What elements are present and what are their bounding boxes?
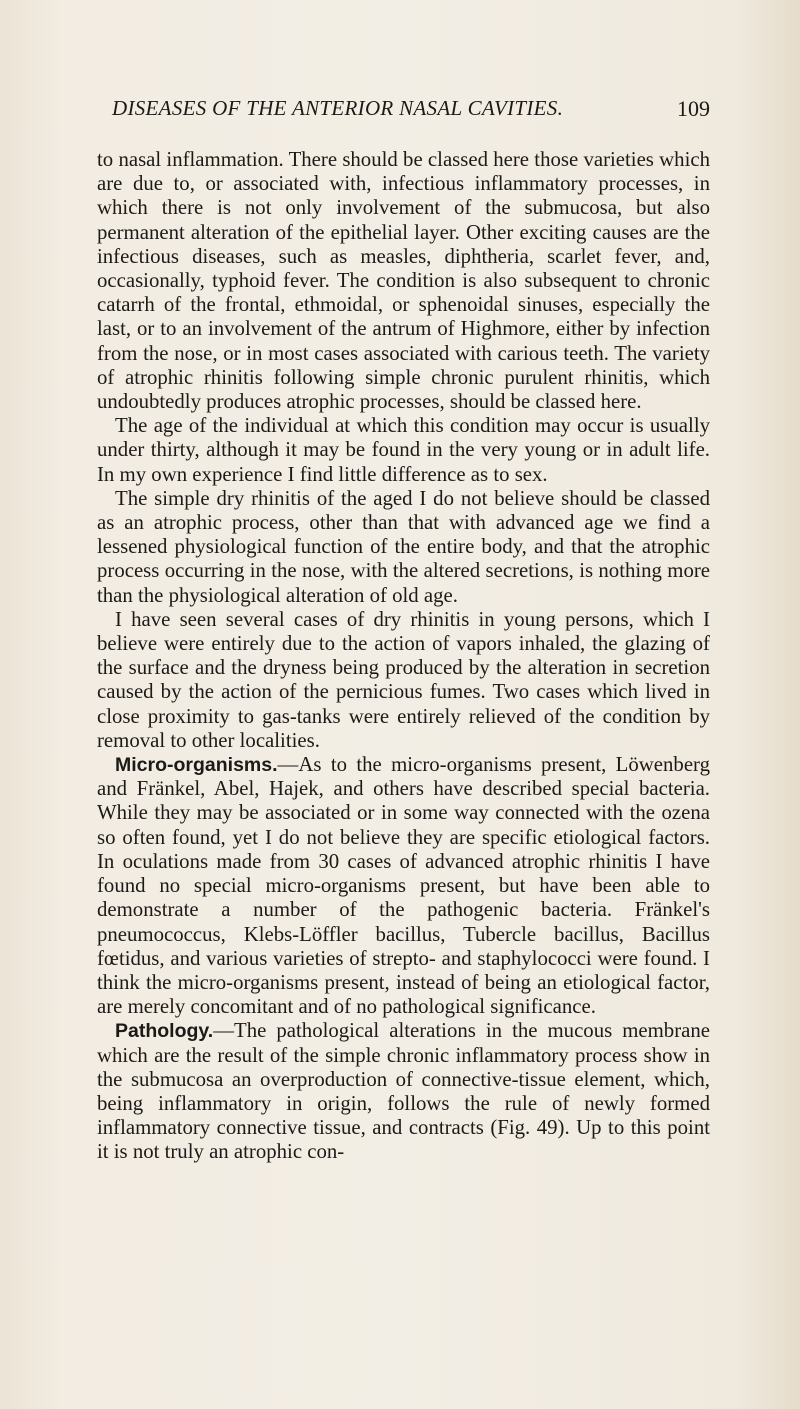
paragraph-aged: The simple dry rhinitis of the aged I do not believe should be classed as an atrophic process, other than that with advanced age we find a lessened physiological function of the entire body, and that the atrophic process occurring in the nose, with the altered secretions, is nothing more than the physiological alteration of old age. [97,486,710,607]
pathology-heading: Pathology. [115,1020,214,1043]
page-header [112,96,710,136]
micro-organisms-text: —As to the micro-organisms present, Löwenberg and Fränkel, Abel, Hajek, and others have described special bacteria. While they may be associated or in some way connected with the ozena so often found, yet I do not believe they are specific etiological factors. In oculations made from 30 cases of advanced atrophic rhinitis I have found no special micro-organisms present, but have been able to demonstrate a number of the pathogenic bacteria. Fränkel's pneumococcus, Klebs-Löffler bacillus, Tubercle bacillus, Bacillus fœtidus, and various varieties of strepto- and staphylococci were found. I think the micro-organisms present, instead of being an etiological factor, are merely concomitant and of no pathological significance. [97,753,710,1019]
micro-organisms-heading: Micro-organisms. [115,754,278,777]
paragraph-age: The age of the individual at which this condition may occur is usually under thirty, although it may be found in the very young or in adult life. In my own experience I find little difference as to sex. [97,414,710,486]
section-micro-organisms [97,753,710,1019]
paragraph-young-persons: I have seen several cases of dry rhinitis in young persons, which I believe were entirely due to the action of vapors inhaled, the glazing of the surface and the dryness being produced by the alteration in secretion caused by the action of the pernicious fumes. Two cases which lived in close proximity to gas-tanks were entirely relieved of the condition by removal to other localities. [97,607,710,752]
page-number: 109 [677,96,710,121]
body-text [97,148,710,1165]
paragraph-causes: to nasal inflammation. There should be classed here those varieties which are due to, or associated with, infectious inflammatory processes, in which there is not only involvement of the submucosa, but also permanent alteration of the epithelial layer. Other exciting causes are the infectious diseases, such as measles, diphtheria, scarlet fever, and, occasionally, typhoid fever. The condition is also subsequent to chronic catarrh of the frontal, ethmoidal, or sphenoidal sinuses, especially the last, or to an involvement of the antrum of Highmore, either by infection from the nose, or in most cases associated with carious teeth. The variety of atrophic rhinitis following simple chronic purulent rhinitis, which undoubtedly produces atrophic processes, should be classed here. [97,148,710,414]
pathology-text: —The pathological alterations in the mucous membrane which are the result of the simple chronic inflammatory process show in the submucosa an overproduction of connective-tissue element, which, being inflammatory in origin, follows the rule of newly formed inflammatory connective tissue, and contracts (Fig. 49). Up to this point it is not truly an atrophic con- [97,1019,710,1164]
running-head: DISEASES OF THE ANTERIOR NASAL CAVITIES. [112,96,564,120]
section-pathology [97,1019,710,1164]
